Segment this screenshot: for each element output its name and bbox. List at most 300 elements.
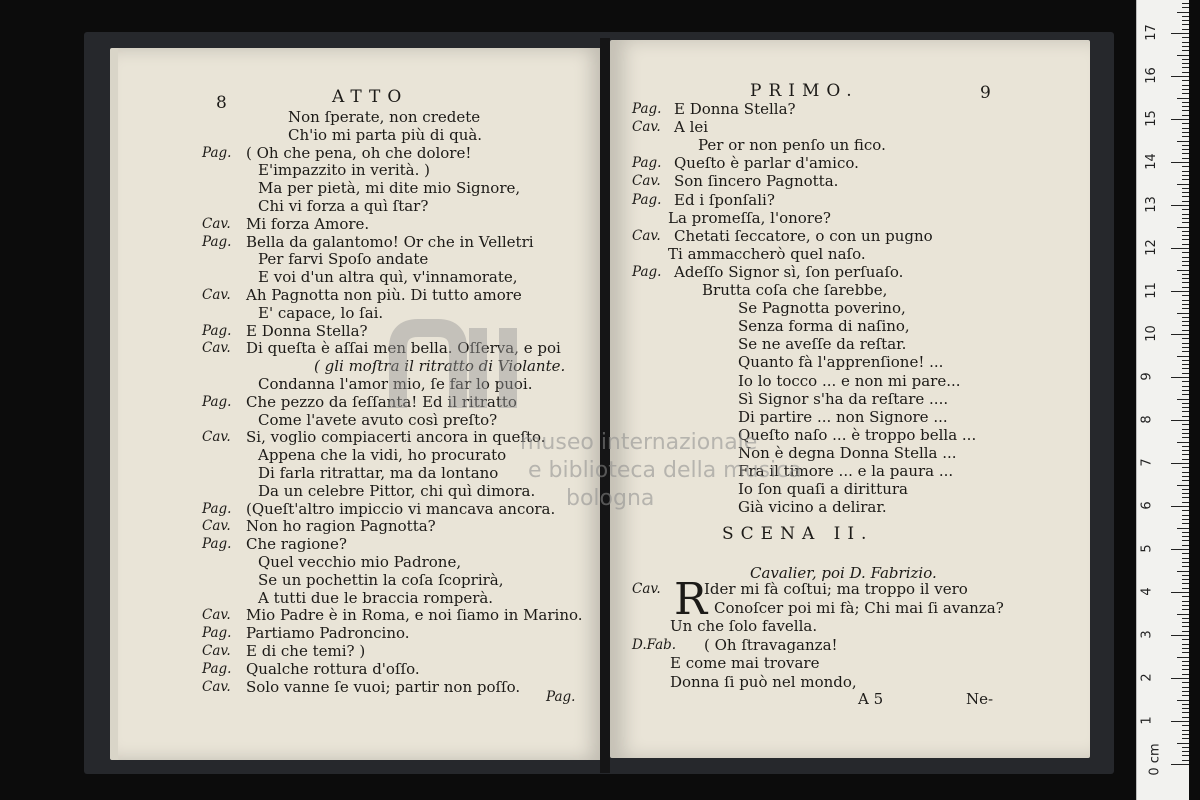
verse-line: Chetati ſeccatore, o con un pugno [674, 226, 933, 245]
ruler-number: 7 [1139, 458, 1155, 467]
speaker-label: Cav. [202, 287, 231, 303]
verse-line: Donna ſi può nel mondo, [670, 673, 857, 691]
ruler-tick [1171, 635, 1189, 636]
ruler-tick [1171, 291, 1189, 292]
verse-line: Ed i ſponſali? [674, 190, 775, 209]
ruler-tick [1182, 145, 1189, 146]
verse-line: E'impazzito in verità. ) [258, 161, 430, 180]
ruler-number: 12 [1143, 239, 1159, 256]
ruler-number: 13 [1143, 196, 1159, 213]
ruler-tick [1182, 730, 1189, 731]
ruler-tick [1182, 639, 1189, 640]
verse-line: Quanto fà l'apprenſione! ... [738, 353, 944, 372]
ruler-tick [1182, 63, 1189, 64]
ruler-tick [1182, 467, 1189, 468]
ruler-tick [1182, 179, 1189, 180]
speaker-label: Cav. [202, 678, 231, 695]
ruler-tick [1177, 12, 1189, 13]
verse-line: Se Pagnotta poverino, [738, 299, 906, 318]
ruler-tick [1182, 403, 1189, 404]
ruler-tick [1182, 244, 1189, 245]
ruler-tick [1182, 407, 1189, 408]
verse-line: E' capace, lo ſai. [258, 303, 384, 322]
ruler-tick [1182, 338, 1189, 339]
ruler-tick [1182, 429, 1189, 430]
ruler-number: 5 [1139, 544, 1155, 553]
verse-line: Appena che la vidi, ho procurato [258, 446, 507, 465]
ruler-tick [1182, 760, 1189, 761]
verse-line: A lei [674, 118, 709, 137]
verse-line: La promeſſa, l'onore? [668, 208, 831, 227]
ruler-tick [1182, 575, 1189, 576]
verse-line: Condanna l'amor mio, ſe far lo puoi. [258, 375, 533, 393]
ruler-tick [1182, 80, 1189, 81]
ruler-tick [1171, 119, 1189, 120]
speaker-label: Cav. [202, 518, 231, 535]
ruler-tick [1177, 657, 1189, 658]
verse-line: E come mai trovare [670, 654, 820, 673]
ruler-tick [1171, 205, 1189, 206]
verse-line: Per or non penſo un fico. [698, 136, 886, 155]
verse-line: Di queſta è aſſai men bella. Oſſerva, e poi [246, 339, 561, 358]
ruler-tick [1182, 364, 1189, 365]
ruler-tick [1177, 528, 1189, 529]
ruler-tick [1182, 231, 1189, 232]
ruler-tick [1182, 687, 1189, 688]
ruler-tick [1182, 381, 1189, 382]
ruler-tick [1177, 485, 1189, 486]
ruler-tick [1182, 665, 1189, 666]
ruler-tick [1182, 166, 1189, 167]
ruler-tick [1182, 751, 1189, 752]
ruler-tick [1182, 343, 1189, 344]
verse-line: Qualche rottura d'oſſo. [246, 659, 420, 678]
verse-line: ( Oh che pena, oh che dolore! [246, 143, 472, 162]
ruler-tick [1182, 674, 1189, 675]
ruler-tick [1171, 764, 1189, 765]
ruler-tick [1182, 308, 1189, 309]
ruler-tick [1182, 278, 1189, 279]
ruler-tick [1182, 609, 1189, 610]
ruler-number: 3 [1139, 630, 1155, 639]
ruler-tick [1182, 29, 1189, 30]
ruler-number: 9 [1139, 372, 1155, 381]
verse-line: Ah Pagnotta non più. Di tutto amore [246, 286, 522, 304]
ruler-tick [1182, 252, 1189, 253]
speaker-label: Pag. [632, 155, 662, 172]
ruler-tick [1182, 282, 1189, 283]
verse-line: Di partire ... non Signore ... [738, 407, 948, 426]
ruler-number: 4 [1139, 587, 1155, 596]
ruler-tick [1177, 184, 1189, 185]
ruler-tick [1182, 682, 1189, 683]
speaker-label: Cav. [632, 119, 661, 136]
ruler-number: 16 [1143, 67, 1159, 84]
ruler-tick [1182, 734, 1189, 735]
page-number: 8 [216, 93, 227, 113]
ruler-tick [1182, 93, 1189, 94]
ruler-tick [1182, 201, 1189, 202]
ruler-tick [1177, 743, 1189, 744]
speaker-label: Cav. [202, 607, 231, 624]
stage-direction: Cavalier, poi D. Fabrizio. [750, 564, 937, 582]
museum-logo-watermark [378, 318, 538, 418]
ruler-tick [1182, 450, 1189, 451]
watermark-text-1: museo internazionale [520, 430, 758, 455]
verse-line: Di farla ritrattar, ma da lontano [258, 464, 499, 482]
ruler-tick [1182, 618, 1189, 619]
ruler-tick [1182, 300, 1189, 301]
ruler-tick [1182, 454, 1189, 455]
verse-line: Mi forza Amore. [246, 214, 370, 233]
ruler-number: 10 [1143, 325, 1159, 342]
verse-line: Queſto naſo ... è troppo bella ... [738, 425, 977, 444]
ruler-tick [1182, 446, 1189, 447]
verse-line: E Donna Stella? [246, 321, 368, 340]
verse-line: Se un pochettin la coſa ſcoprirà, [258, 570, 504, 589]
ruler-number: 1 [1139, 716, 1155, 725]
speaker-label: Pag. [202, 500, 232, 517]
ruler-tick [1182, 123, 1189, 124]
ruler-tick [1182, 24, 1189, 25]
speaker-label: Cav. [632, 173, 661, 190]
ruler-tick [1182, 175, 1189, 176]
verse-line: E voi d'un altra quì, v'innamorate, [258, 268, 518, 287]
ruler-tick [1182, 536, 1189, 537]
ruler-tick [1182, 16, 1189, 17]
ruler-tick [1182, 304, 1189, 305]
ruler-tick [1182, 386, 1189, 387]
ruler-tick [1182, 502, 1189, 503]
speaker-label: Cav. [202, 429, 231, 446]
ruler-tick [1182, 218, 1189, 219]
ruler-tick [1182, 553, 1189, 554]
ruler-tick [1182, 704, 1189, 705]
verse-line: Mio Padre è in Roma, e noi ſiamo in Marino. [246, 606, 583, 625]
ruler-tick [1182, 437, 1189, 438]
ruler-tick [1182, 588, 1189, 589]
ruler-tick [1182, 85, 1189, 86]
verse-line: Che pezzo da ſeſſanta! Ed il ritratto [246, 392, 517, 411]
ruler-tick [1182, 510, 1189, 511]
ruler-unit: 0 cm [1147, 743, 1163, 776]
verse-line: Ch'io mi parta più di quà. [288, 125, 483, 144]
speaker-label: Pag. [202, 393, 232, 410]
ruler-tick [1171, 76, 1189, 77]
ruler-tick [1182, 747, 1189, 748]
ruler-tick [1171, 592, 1189, 593]
verse-line: Per farvi Spoſo andate [258, 250, 429, 269]
ruler-tick [1182, 545, 1189, 546]
ruler-tick [1182, 295, 1189, 296]
ruler-tick [1182, 192, 1189, 193]
verse-line: (Queſt'altro impiccio vi mancava ancora. [246, 499, 556, 518]
ruler-tick [1182, 394, 1189, 395]
ruler-tick [1182, 622, 1189, 623]
ruler-tick [1182, 631, 1189, 632]
verse-line: Quel vecchio mio Padrone, [258, 553, 462, 571]
ruler-tick [1182, 605, 1189, 606]
ruler-number: 15 [1143, 110, 1159, 127]
ruler-tick [1182, 519, 1189, 520]
ruler-tick [1171, 506, 1189, 507]
ruler-tick [1182, 188, 1189, 189]
ruler-tick [1182, 347, 1189, 348]
ruler-tick [1182, 416, 1189, 417]
verse-line: Un che ſolo favella. [670, 617, 818, 636]
verse-line: Non ho ragion Pagnotta? [246, 517, 436, 536]
speaker-label: Cav. [632, 227, 661, 244]
ruler-tick [1182, 132, 1189, 133]
verse-line: E di che temi? ) [246, 642, 366, 660]
ruler-tick [1182, 725, 1189, 726]
verse-line: Se ne aveſſe da reſtar. [738, 335, 907, 354]
verse-line: Non ſperate, non credete [288, 108, 481, 126]
verse-line: Che ragione? [246, 535, 347, 554]
ruler-tick [1171, 549, 1189, 550]
speaker-label: Pag. [632, 101, 662, 117]
ruler-tick [1177, 356, 1189, 357]
verse-line: Chi vi forza a quì ſtar? [258, 197, 429, 215]
ruler-tick [1171, 420, 1189, 421]
ruler-tick [1182, 110, 1189, 111]
ruler-tick [1182, 566, 1189, 567]
right-page [610, 40, 1090, 758]
ruler-tick [1182, 497, 1189, 498]
speaker-label: Cav. [202, 643, 231, 659]
verse-line: Io ſon quaſi a dirittura [738, 480, 908, 499]
ruler-tick [1182, 153, 1189, 154]
ruler-tick [1182, 411, 1189, 412]
ruler-tick [1182, 89, 1189, 90]
verse-line: Non è degna Donna Stella ... [738, 443, 957, 462]
ruler-tick [1182, 239, 1189, 240]
ruler-tick [1171, 162, 1189, 163]
verse-line: A tutti due le braccia romperà. [258, 588, 494, 607]
ruler-tick [1171, 377, 1189, 378]
catchword: Pag. [546, 689, 576, 705]
ruler-tick [1177, 141, 1189, 142]
verse-line: ( gli moſtra il ritratto di Violante. [314, 357, 566, 376]
ruler-tick [1171, 678, 1189, 679]
ruler-tick [1182, 755, 1189, 756]
verse-line: Adeſſo Signor sì, ſon perſuaſo. [674, 262, 904, 281]
ruler-tick [1182, 330, 1189, 331]
ruler-tick [1182, 472, 1189, 473]
verse-line: Come l'avete avuto così preſto? [258, 410, 498, 429]
ruler-tick [1182, 433, 1189, 434]
ruler-number: 6 [1139, 501, 1155, 510]
ruler-tick [1182, 42, 1189, 43]
ruler-tick [1182, 515, 1189, 516]
ruler-tick [1177, 270, 1189, 271]
ruler-tick [1182, 209, 1189, 210]
ruler-tick [1182, 459, 1189, 460]
ruler-tick [1182, 67, 1189, 68]
ruler-tick [1177, 700, 1189, 701]
speaker-label: Pag. [202, 233, 232, 250]
watermark-text-2: e biblioteca della musica [528, 458, 802, 483]
ruler-tick [1182, 59, 1189, 60]
ruler-tick [1182, 540, 1189, 541]
ruler-tick [1182, 669, 1189, 670]
ruler-tick [1171, 334, 1189, 335]
ruler-tick [1182, 37, 1189, 38]
ruler-tick [1182, 20, 1189, 21]
ruler-tick [1182, 321, 1189, 322]
ruler-tick [1182, 476, 1189, 477]
ruler-tick [1182, 390, 1189, 391]
watermark-text-3: bologna [566, 486, 655, 511]
verse-line: Già vicino a delirar. [738, 498, 887, 517]
verse-line: Son ſincero Pagnotta. [674, 172, 839, 191]
ruler-number: 17 [1143, 24, 1159, 41]
ruler-tick [1182, 708, 1189, 709]
ruler-tick [1182, 214, 1189, 215]
ruler-tick [1182, 695, 1189, 696]
ruler-tick [1182, 738, 1189, 739]
page-number: 9 [980, 83, 991, 103]
ruler-tick [1177, 98, 1189, 99]
ruler-number: 11 [1143, 282, 1159, 299]
ruler-tick [1182, 712, 1189, 713]
ruler-tick [1182, 171, 1189, 172]
ruler-tick [1182, 265, 1189, 266]
speaker-label: Pag. [202, 144, 232, 161]
ruler-tick [1182, 196, 1189, 197]
verse-line: Fra il timore ... e la paura ... [738, 462, 954, 480]
ruler-tick [1171, 33, 1189, 34]
ruler-tick [1182, 596, 1189, 597]
ruler-tick [1182, 261, 1189, 262]
verse-line: Bella da galantomo! Or che in Velletri [246, 232, 534, 251]
ruler-tick [1182, 72, 1189, 73]
verse-line: Si, voglio compiacerti ancora in queſto. [246, 428, 546, 447]
ruler-tick [1177, 442, 1189, 443]
ruler-tick [1182, 626, 1189, 627]
ruler-tick [1177, 399, 1189, 400]
verse-line: ( Oh ſtravaganza! [704, 635, 838, 654]
ruler-tick [1182, 7, 1189, 8]
running-head: PRIMO. [750, 81, 859, 101]
speaker-label: Pag. [202, 625, 232, 642]
ruler-tick [1182, 368, 1189, 369]
ruler-tick [1177, 571, 1189, 572]
ruler-tick [1182, 493, 1189, 494]
ruler-tick [1182, 373, 1189, 374]
speaker-label: Pag. [202, 536, 232, 553]
ruler-tick [1182, 351, 1189, 352]
scene-heading: SCENA II. [722, 524, 874, 544]
ruler-tick [1182, 579, 1189, 580]
signature-mark: A 5 [858, 690, 884, 708]
verse-line: Sì Signor s'ha da reſtare .... [738, 389, 949, 408]
verse-line: Ma per pietà, mi dite mio Signore, [258, 179, 521, 198]
ruler-tick [1182, 46, 1189, 47]
speaker-label: D.Fab. [632, 636, 677, 653]
ruler-tick [1182, 136, 1189, 137]
speaker-label: Pag. [202, 322, 232, 339]
speaker-label: Pag. [632, 263, 662, 280]
speaker-label: Pag. [632, 191, 662, 208]
book-spine [600, 38, 610, 773]
ruler-tick [1182, 558, 1189, 559]
ruler-tick [1182, 360, 1189, 361]
ruler-tick [1177, 227, 1189, 228]
ruler-tick [1182, 317, 1189, 318]
verse-line: Io lo tocco ... e non mi pare... [738, 371, 961, 390]
ruler-tick [1182, 532, 1189, 533]
verse-line: Da un celebre Pittor, chi quì dimora. [258, 481, 536, 500]
ruler-tick [1177, 55, 1189, 56]
ruler-number: 2 [1139, 673, 1155, 682]
ruler-tick [1182, 128, 1189, 129]
ruler-tick [1171, 248, 1189, 249]
verse-line: Conoſcer poi mi fà; Chi mai ſi avanza? [714, 598, 1004, 617]
ruler-tick [1171, 463, 1189, 464]
ruler-tick [1182, 644, 1189, 645]
ruler-number: 14 [1143, 153, 1159, 170]
ruler-tick [1182, 691, 1189, 692]
verse-line: Solo vanne ſe vuoi; partir non poſſo. [246, 677, 521, 696]
ruler-tick [1182, 115, 1189, 116]
ruler-tick [1182, 222, 1189, 223]
speaker-label: Cav. [632, 581, 661, 597]
ruler-tick [1177, 614, 1189, 615]
verse-line: Ider mi fà coſtui; ma troppo il vero [704, 580, 968, 598]
measurement-ruler [1136, 0, 1189, 800]
ruler-tick [1177, 313, 1189, 314]
ruler-tick [1182, 661, 1189, 662]
verse-line: Queſto è parlar d'amico. [674, 154, 859, 173]
verse-line: Brutta coſa che ſarebbe, [702, 281, 888, 299]
ruler-tick [1182, 257, 1189, 258]
running-head: ATTO [332, 87, 409, 107]
speaker-label: Pag. [202, 660, 232, 677]
ruler-tick [1182, 583, 1189, 584]
speaker-label: Cav. [202, 215, 231, 232]
ruler-tick [1182, 287, 1189, 288]
catchword: Ne- [966, 690, 994, 708]
ruler-tick [1182, 274, 1189, 275]
verse-line: Ti ammaccherò quel naſo. [668, 244, 866, 263]
ruler-tick [1182, 562, 1189, 563]
drop-cap: R [674, 574, 708, 625]
ruler-tick [1182, 648, 1189, 649]
ruler-tick [1182, 50, 1189, 51]
ruler-tick [1182, 149, 1189, 150]
ruler-tick [1182, 523, 1189, 524]
verse-line: E Donna Stella? [674, 100, 796, 118]
ruler-tick [1182, 717, 1189, 718]
ruler-number: 8 [1139, 415, 1155, 424]
verse-line: Senza forma di naſino, [738, 317, 910, 336]
ruler-tick [1182, 424, 1189, 425]
ruler-tick [1182, 3, 1189, 4]
ruler-tick [1182, 489, 1189, 490]
ruler-tick [1182, 652, 1189, 653]
ruler-tick [1182, 235, 1189, 236]
ruler-tick [1182, 158, 1189, 159]
ruler-tick [1182, 325, 1189, 326]
verse-line: Partiamo Padroncino. [246, 624, 410, 643]
ruler-tick [1182, 480, 1189, 481]
ruler-tick [1182, 106, 1189, 107]
ruler-tick [1182, 102, 1189, 103]
speaker-label: Cav. [202, 340, 231, 357]
ruler-tick [1171, 721, 1189, 722]
ruler-tick [1182, 601, 1189, 602]
